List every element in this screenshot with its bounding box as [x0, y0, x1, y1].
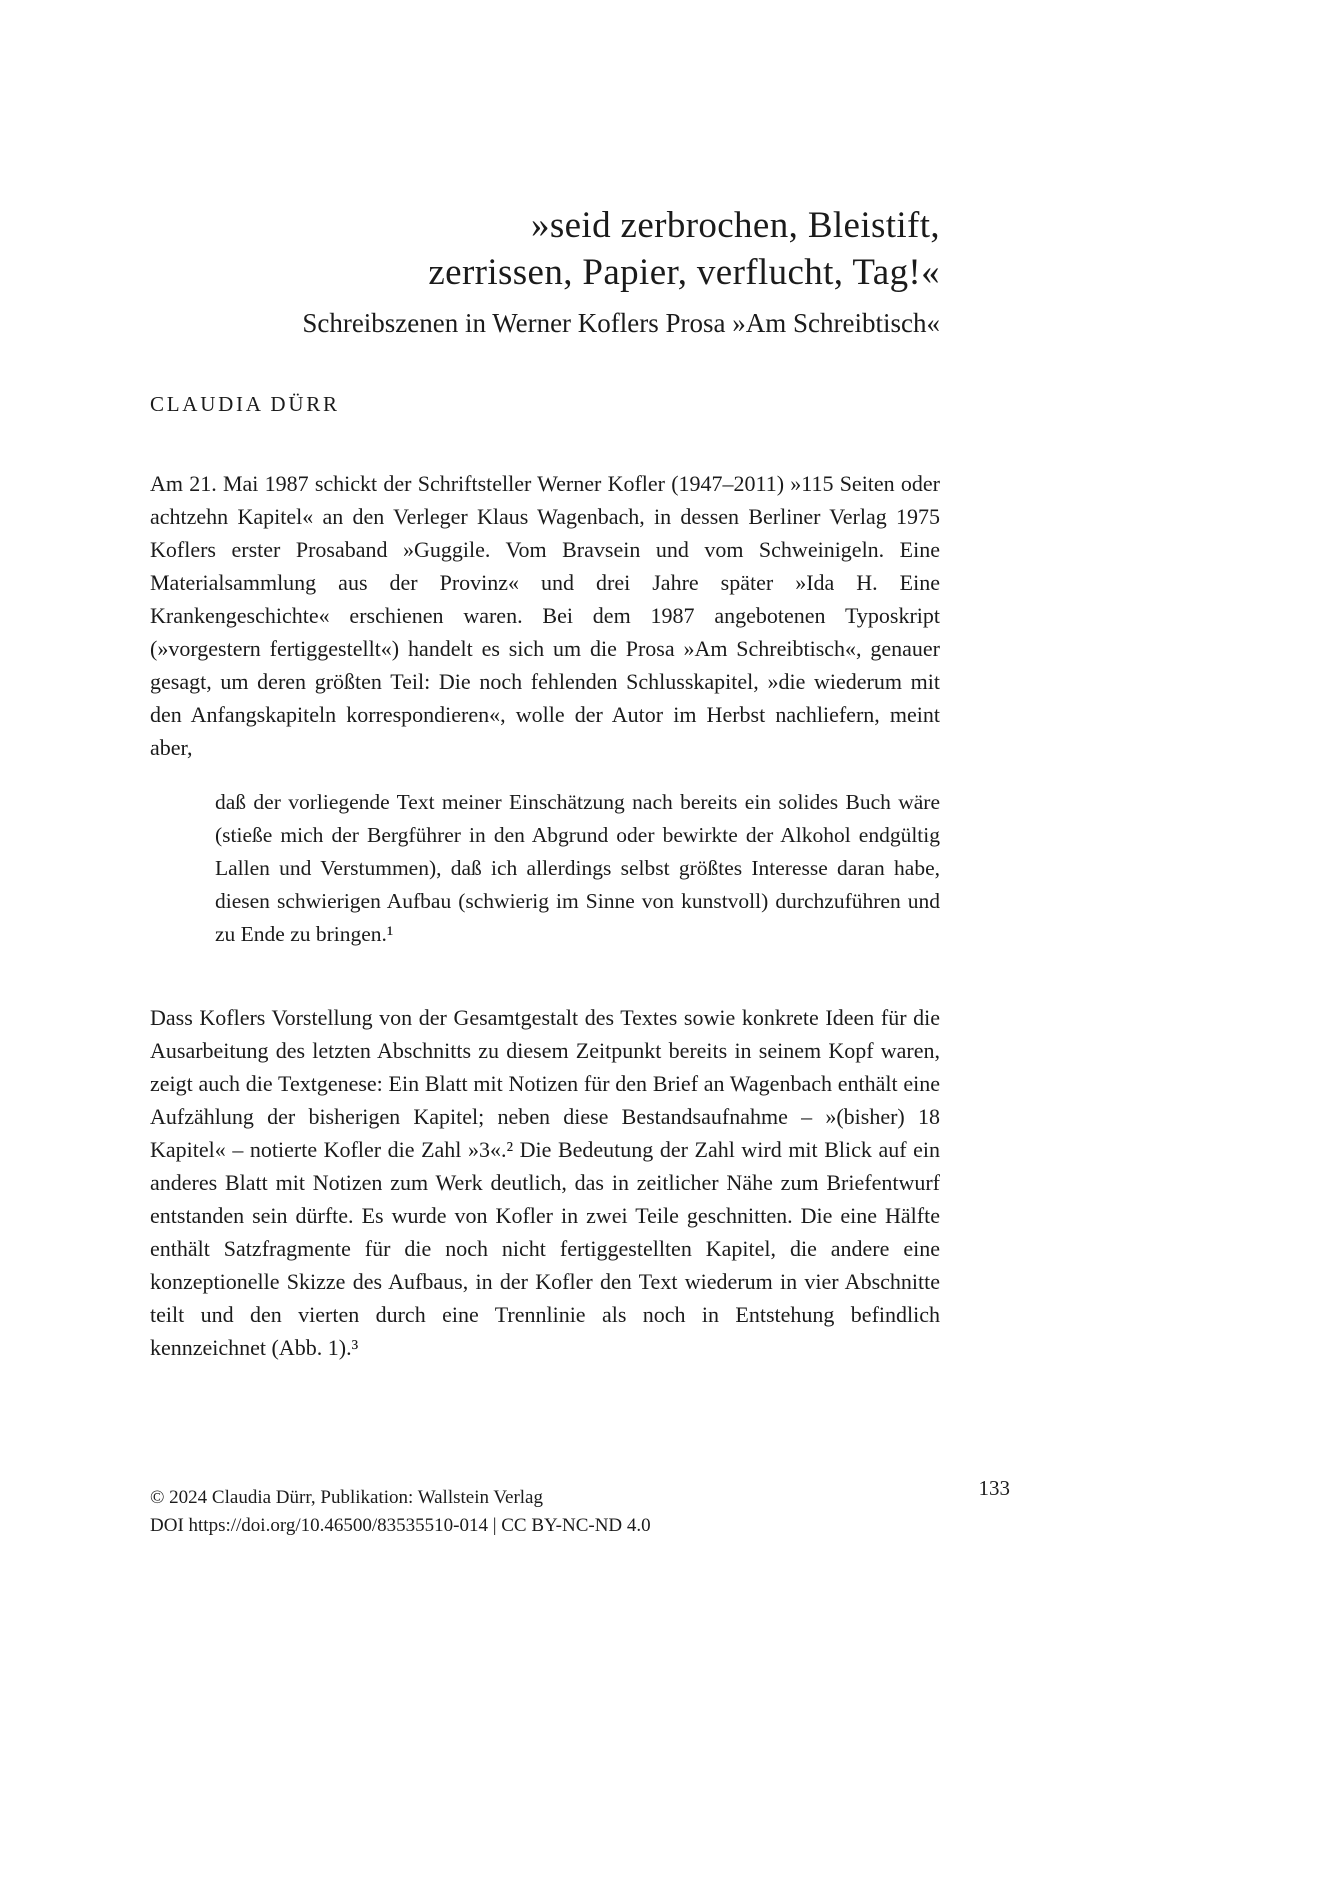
article-subtitle: Schreibszenen in Werner Koflers Prosa »Am Schreibtisch«	[302, 308, 940, 338]
title-block	[150, 202, 940, 340]
copyright-line: © 2024 Claudia Dürr, Publikation: Wallstein Verlag	[150, 1487, 543, 1508]
body-paragraph-2: Dass Koflers Vorstellung von der Gesamtgestalt des Textes sowie konkrete Ideen für die Ausarbeitung des letzten Abschnitts zu diesem Zeitpunkt bereits in seinem Kopf waren, zeigt auch die Textgenese: Ein Blatt mit Notizen für den Brief an Wagenbach enthält eine Aufzählung der bisherigen Kapitel; neben diese Bestandsaufnahme – »(bisher) 18 Kapitel« – notierte Kofler die Zahl »3«.² Die Bedeutung der Zahl wird mit Blick auf ein anderes Blatt mit Notizen zum Werk deutlich, das in zeitlicher Nähe zum Briefentwurf entstanden sein dürfte. Es wurde von Kofler in zwei Teile geschnitten. Die eine Hälfte enthält Satzfragmente für die noch nicht fertiggestellten Kapitel, die andere eine konzeptionelle Skizze des Aufbaus, in der Kofler den Text wiederum in vier Abschnitte teilt und den vierten durch eine Trennlinie als noch in Entstehung befindlich kennzeichnet (Abb. 1).³	[150, 1005, 940, 1360]
page-footer	[150, 1476, 1010, 1540]
body-paragraph-1: Am 21. Mai 1987 schickt der Schriftsteller Werner Kofler (1947–2011) »115 Seiten oder achtzehn Kapitel« an den Verleger Klaus Wagenbach, in dessen Berliner Verlag 1975 Koflers erster Prosaband »Guggile. Vom Bravsein und vom Schweinigeln. Eine Materialsammlung aus der Provinz« und drei Jahre später »Ida H. Eine Krankengeschichte« erschienen waren. Bei dem 1987 angebotenen Typoskript (»vorgestern fertiggestellt«) handelt es sich um die Prosa »Am Schreibtisch«, genauer gesagt, um deren größten Teil: Die noch fehlenden Schlusskapitel, »die wiederum mit den Anfangskapiteln korrespondieren«, wolle der Autor im Herbst nachliefern, meint aber,	[150, 471, 940, 760]
page-number: 133	[978, 1476, 1010, 1500]
article-title	[150, 202, 940, 296]
block-quote: daß der vorliegende Text meiner Einschätzung nach bereits ein solides Buch wäre (stieße mich der Bergführer in den Abgrund oder bewirkte der Alkohol endgültig Lallen und Verstummen), daß ich allerdings selbst größtes Interesse daran habe, diesen schwierigen Aufbau (schwierig im Sinne von kunstvoll) durchzuführen und zu Ende zu bringen.¹	[215, 790, 940, 946]
doi-line: DOI https://doi.org/10.46500/83535510-014 | CC BY-NC-ND 4.0	[150, 1515, 651, 1536]
author-name: CLAUDIA DÜRR	[150, 392, 340, 416]
article-title-line-2: zerrissen, Papier, verflucht, Tag!«	[428, 252, 940, 293]
article-title-line-1: »seid zerbrochen, Bleistift,	[530, 205, 940, 246]
text-column	[150, 0, 940, 1364]
